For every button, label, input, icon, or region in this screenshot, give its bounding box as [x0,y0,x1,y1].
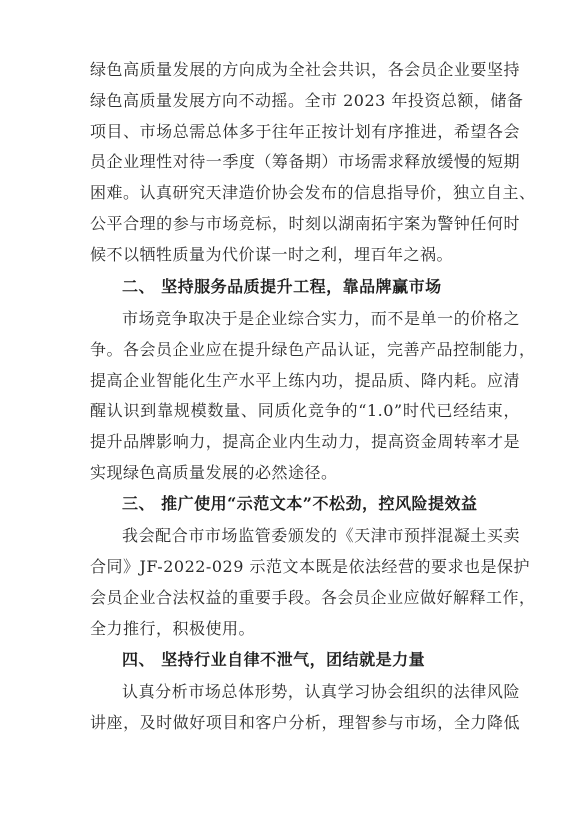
paragraph-line: 合同》JF-2022-029 示范文本既是依法经营的要求也是保护 [90,557,530,576]
paragraph-line: 提升品牌影响力，提高企业内生动力，提高资金周转率才是 [90,432,520,451]
paragraph-line: 讲座，及时做好项目和客户分析，理智参与市场，全力降低 [90,713,520,732]
paragraph-line: 困难。认真研究天津造价协会发布的信息指导价，独立自主、 [90,183,536,202]
paragraph-line: 员企业理性对待一季度（筹备期）市场需求释放缓慢的短期 [90,152,520,171]
paragraph-line: 实现绿色高质量发展的必然途径。 [90,463,338,482]
paragraph-line: 我会配合市市场监管委颁发的《天津市预拌混凝土买卖 [122,526,520,545]
paragraph-line: 全力推行，积极使用。 [90,619,256,638]
paragraph-line: 候不以牺牲质量为代价谋一时之利，埋百年之祸。 [90,245,454,264]
section-heading-2: 二、 坚持服务品质提升工程，靠品牌赢市场 [122,277,442,296]
paragraph-line: 提高企业智能化生产水平上练内功，提品质、降内耗。应清 [90,371,520,390]
paragraph-line: 绿色高质量发展的方向成为全社会共识，各会员企业要坚持 [90,60,520,79]
paragraph-line: 认真分析市场总体形势，认真学习协会组织的法律风险 [122,682,520,701]
paragraph-line: 争。各会员企业应在提升绿色产品认证，完善产品控制能力， [90,340,536,359]
paragraph-line: 市场竞争取决于是企业综合实力，而不是单一的价格之 [122,309,520,328]
paragraph-line: 项目、市场总需总体多于往年正按计划有序推进，希望各会 [90,122,520,141]
paragraph-line: 绿色高质量发展方向不动摇。全市 2023 年投资总额，储备 [90,91,524,110]
paragraph-line: 会员企业合法权益的重要手段。各会员企业应做好解释工作， [90,588,536,607]
section-heading-4: 四、 坚持行业自律不泄气，团结就是力量 [122,650,426,669]
paragraph-line: 醒认识到靠规模数量、同质化竞争的“1.0”时代已经结束， [90,401,520,420]
paragraph-line: 公平合理的参与市场竞标，时刻以湖南拓宇案为警钟任何时 [90,214,520,233]
section-heading-3: 三、 推广使用“示范文本”不松劲，控风险提效益 [122,494,478,513]
